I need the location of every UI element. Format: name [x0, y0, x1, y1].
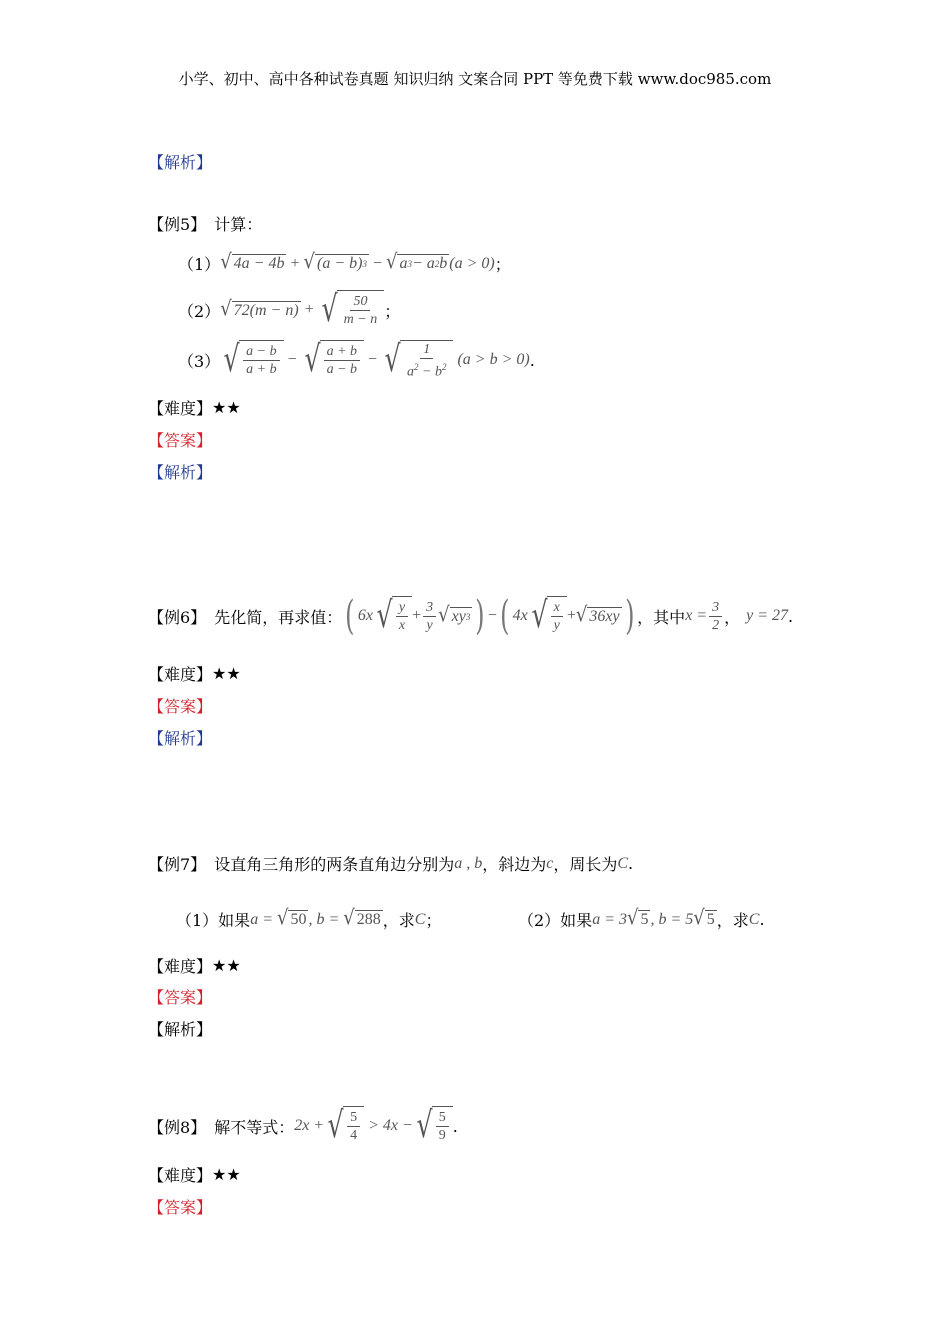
difficulty-label: 【难度】 [148, 957, 213, 976]
page-header: 小学、初中、高中各种试卷真题 知识归纳 文案合同 PPT 等免费下载 www.doc985.com [178, 70, 772, 88]
period: . [759, 910, 765, 929]
example-6-tail: ，其中 [637, 607, 686, 627]
difficulty-label: 【难度】 [148, 399, 213, 418]
separator: ， [724, 607, 741, 627]
formula: √ 4a − 4b [220, 250, 285, 275]
example-7-part-1: （1）如果 a = √ 50 , b = √ 288 ，求 C ； [176, 906, 442, 931]
difficulty-7 [148, 954, 241, 977]
example-8-tag: 【例8】 [148, 1117, 207, 1137]
difficulty-label: 【难度】 [148, 1166, 213, 1185]
part-label: （1）如果 [176, 911, 251, 930]
period: . [628, 854, 634, 873]
period: . [788, 606, 794, 626]
text: ，求 [382, 911, 415, 930]
example-5-item-2: （2） √ 72(m − n) + √ $\frac{50}{m - n}$ ； [178, 289, 401, 330]
example-7-text: ，周长为 [553, 855, 618, 874]
example-7: 【例7】 设直角三角形的两条直角边分别为 a , b ，斜边为 c ，周长为 C . [148, 854, 634, 874]
example-7-prompt: 设直角三角形的两条直角边分别为 [214, 855, 455, 874]
y-value: y = 27 [746, 607, 789, 624]
answer-label: 【答案】 [148, 431, 213, 450]
difficulty-5 [148, 396, 241, 419]
star-icon: ★★ [212, 956, 241, 975]
example-5-prompt: 计算： [214, 215, 263, 234]
item-number: （3） [178, 351, 221, 371]
answer-label: 【答案】 [148, 988, 213, 1007]
example-5-tag: 【例5】 [148, 215, 207, 234]
text: ，求 [716, 911, 749, 930]
difficulty-label: 【难度】 [148, 665, 213, 684]
difficulty-6 [148, 662, 241, 685]
example-7-tag: 【例7】 [148, 855, 207, 874]
example-8: 【例8】 解不等式： 2x + √ $\frac{5}{4}$ > 4x − √ $\frac{5}{9}$ . [148, 1105, 458, 1146]
example-6: 【例6】 先化简，再求值： ( 6x √ $\frac{y}{x}$ + $\frac{3}{y}$ √ xy 3 ) − ( 4x √ $\frac{x}{y}$ + √ 36xy ) ，其中 x = $\frac{3}{2}$ ， y = 27 . [148, 593, 794, 639]
answer-label: 【答案】 [148, 1198, 213, 1217]
star-icon: ★★ [212, 398, 241, 417]
star-icon: ★★ [212, 1165, 241, 1184]
example-6-prompt: 先化简，再求值： [214, 607, 343, 627]
star-icon: ★★ [212, 664, 241, 683]
analysis-label: 【解析】 [148, 1020, 213, 1039]
example-5-heading [148, 212, 262, 235]
example-8-prompt: 解不等式： [214, 1117, 295, 1137]
example-6-tag: 【例6】 [148, 607, 207, 627]
item-number: （1） [178, 255, 221, 274]
example-5-item-3: （3） √ $\frac{a - b}{a + b}$ − √ $\frac{a + b}{a - b}$ − √ $\frac{1}{a^2 - b^2}$ (a > b > 0) . [178, 339, 535, 381]
analysis-label: 【解析】 [148, 729, 213, 748]
difficulty-8 [148, 1163, 241, 1186]
text: ； [425, 911, 442, 930]
analysis-label: 【解析】 [148, 463, 213, 482]
answer-label: 【答案】 [148, 697, 213, 716]
item-number: （2） [178, 301, 221, 321]
analysis-label: 【解析】 [148, 153, 213, 172]
part-label: （2）如果 [518, 911, 593, 930]
example-7-part-2: （2）如果 a = 3 √ 5 , b = 5 √ 5 ，求 C . [518, 906, 765, 931]
example-5-item-1: （1） √ 4a − 4b + √ (a − b) 3 − √ a 3 − a 2 b (a > 0) ； [178, 250, 511, 275]
example-7-text: ，斜边为 [482, 855, 547, 874]
